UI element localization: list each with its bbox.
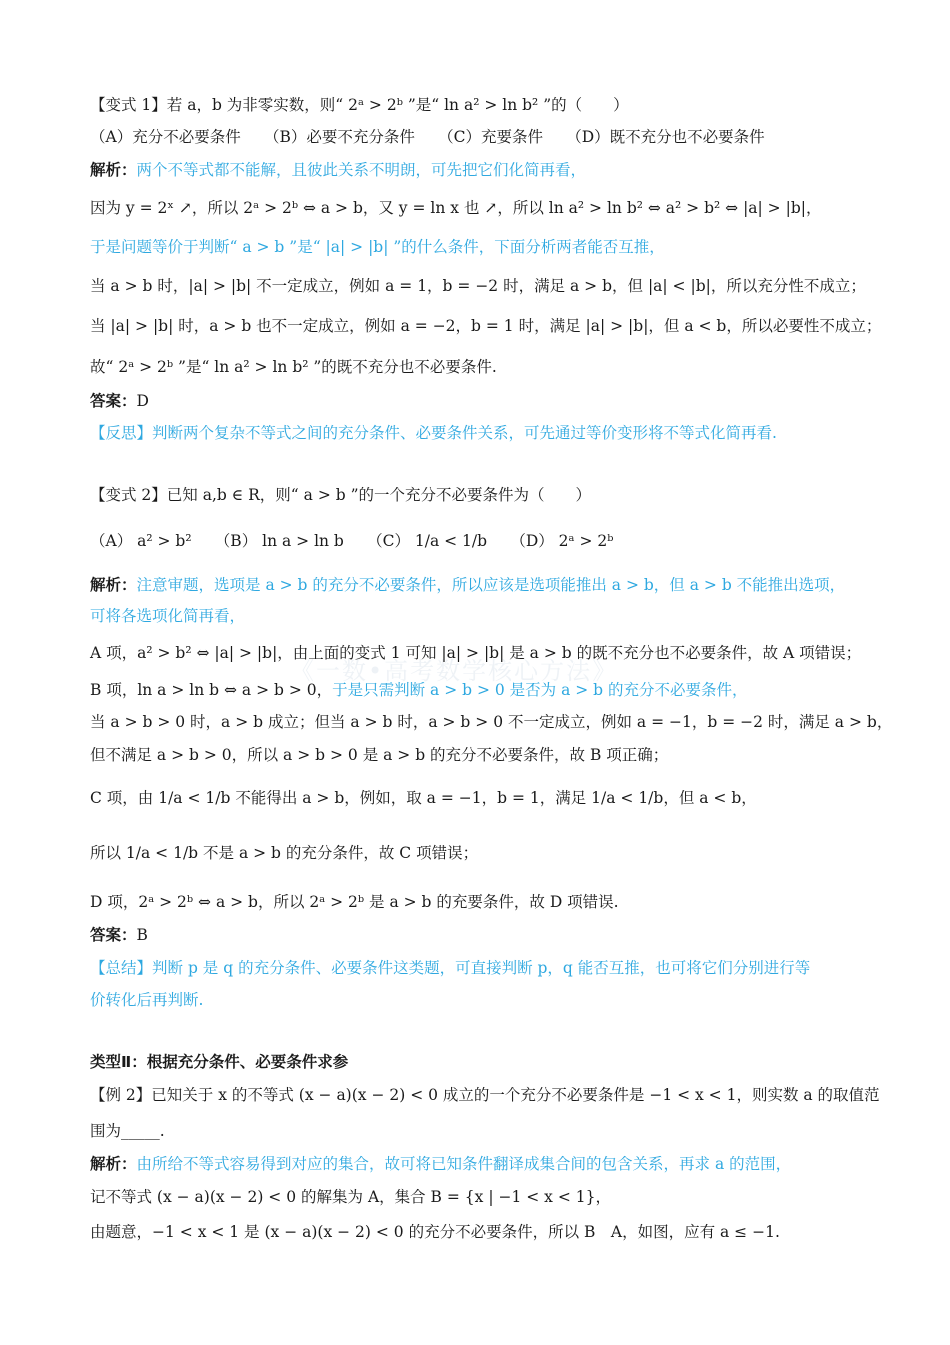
answer-label: 答案： xyxy=(90,392,137,410)
example2-line2: 由题意，−1 < x < 1 是 (x − a)(x − 2) < 0 的充分不必要条件，所以 B A，如图，应有 a ≤ −1. xyxy=(90,1223,780,1241)
analysis-text: 由所给不等式容易得到对应的集合，故可将已知条件翻译成集合间的包含关系，再求 a 的范围， xyxy=(136,1155,792,1173)
example2-question1: 【例 2】已知关于 x 的不等式 (x − a)(x − 2) < 0 成立的一个充分不必要条件是 −1 < x < 1，则实数 a 的取值范 xyxy=(90,1086,880,1104)
variant1-answer xyxy=(90,391,149,411)
example2-line1: 记不等式 (x − a)(x − 2) < 0 的解集为 A，集合 B = {x | −1 < x < 1}， xyxy=(90,1188,611,1206)
watermark: 《一数•高考数学核心方法》 xyxy=(290,657,619,685)
variant2-summary1 xyxy=(90,958,810,978)
variant2-option-a: A 项，a² > b² ⇔ |a| > |b|，由上面的变式 1 可知 |a| > |b| 是 a > b 的既不充分也不必要条件，故 A 项错误； xyxy=(90,644,862,662)
variant2-option-d: D 项，2ᵃ > 2ᵇ ⇔ a > b，所以 2ᵃ > 2ᵇ 是 a > b 的充要条件，故 D 项错误. xyxy=(90,893,619,911)
variant1-analysis xyxy=(90,160,586,180)
variant2-analysis1 xyxy=(90,575,845,595)
variant2-option-b3: 但不满足 a > b > 0，所以 a > b > 0 是 a > b 的充分不必要条件，故 B 项正确； xyxy=(90,746,669,764)
summary-text: 判断 p 是 q 的充分条件、必要条件这类题，可直接判断 p，q 能否互推，也可将它们分别进行等 xyxy=(152,959,811,977)
variant2-option-c1: C 项，由 1/a < 1/b 不能得出 a > b，例如，取 a = −1，b = 1，满足 1/a < 1/b，但 a < b， xyxy=(90,789,757,807)
reflection-text: 判断两个复杂不等式之间的充分条件、必要条件关系，可先通过等价变形将不等式化简再看. xyxy=(152,424,777,442)
variant2-option-b1 xyxy=(90,680,748,700)
variant1-options: （A）充分不必要条件 （B）必要不充分条件 （C）充要条件 （D）既不充分也不必要条件 xyxy=(90,128,765,146)
analysis-label: 解析： xyxy=(90,161,137,179)
variant1-line1: 因为 y = 2ˣ ↗，所以 2ᵃ > 2ᵇ ⇔ a > b，又 y = ln x 也 ↗，所以 ln a² > ln b² ⇔ a² > b² ⇔ |a| > |b|， xyxy=(90,199,822,217)
variant1-line4: 当 |a| > |b| 时，a > b 也不一定成立，例如 a = −2，b = 1 时，满足 |a| > |b|，但 a < b，所以必要性不成立； xyxy=(90,317,882,335)
summary-label: 【总结】 xyxy=(90,959,153,977)
analysis-text: 两个不等式都不能解，且彼此关系不明朗，可先把它们化简再看， xyxy=(136,161,587,179)
variant1-line2: 于是问题等价于判断“ a > b ”是“ |a| > |b| ”的什么条件，下面分析两者能否互推， xyxy=(90,238,665,256)
example2-analysis xyxy=(90,1154,791,1174)
answer-value: D xyxy=(136,392,149,410)
variant2-question: 【变式 2】已知 a,b ∈ R，则“ a > b ”的一个充分不必要条件为（ ） xyxy=(90,486,592,504)
variant1-reflection xyxy=(90,423,777,443)
variant2-summary2: 价转化后再判断. xyxy=(90,991,204,1009)
option-b-text: B 项，ln a > ln b ⇔ a > b > 0， xyxy=(90,681,333,699)
analysis-text: 注意审题，选项是 a > b 的充分不必要条件，所以应该是选项能推出 a > b，但 a > b 不能推出选项， xyxy=(136,576,846,594)
variant1-line3: 当 a > b 时，|a| > |b| 不一定成立，例如 a = 1，b = −2 时，满足 a > b，但 |a| < |b|，所以充分性不成立； xyxy=(90,277,866,295)
variant2-analysis2: 可将各选项化简再看， xyxy=(90,607,246,625)
analysis-label: 解析： xyxy=(90,576,137,594)
variant2-answer xyxy=(90,925,148,945)
variant2-option-c2: 所以 1/a < 1/b 不是 a > b 的充分条件，故 C 项错误； xyxy=(90,844,479,862)
variant1-line5: 故“ 2ᵃ > 2ᵇ ”是“ ln a² > ln b² ”的既不充分也不必要条件. xyxy=(90,358,497,376)
variant1-question: 【变式 1】若 a，b 为非零实数，则“ 2ᵃ > 2ᵇ ”是“ ln a² > ln b² ”的（ ） xyxy=(90,96,629,114)
reflection-label: 【反思】 xyxy=(90,424,153,442)
answer-value: B xyxy=(136,926,148,944)
answer-label: 答案： xyxy=(90,926,137,944)
variant2-options: （A） a² > b² （B） ln a > ln b （C） 1/a < 1/b （D） 2ᵃ > 2ᵇ xyxy=(90,532,614,550)
variant2-option-b2: 当 a > b > 0 时，a > b 成立；但当 a > b 时，a > b > 0 不一定成立，例如 a = −1，b = −2 时，满足 a > b， xyxy=(90,713,893,731)
example2-question2: 围为_____. xyxy=(90,1122,165,1140)
section-title: 类型Ⅱ：根据充分条件、必要条件求参 xyxy=(90,1053,349,1071)
option-b-note: 于是只需判断 a > b > 0 是否为 a > b 的充分不必要条件， xyxy=(332,681,748,699)
analysis-label: 解析： xyxy=(90,1155,137,1173)
